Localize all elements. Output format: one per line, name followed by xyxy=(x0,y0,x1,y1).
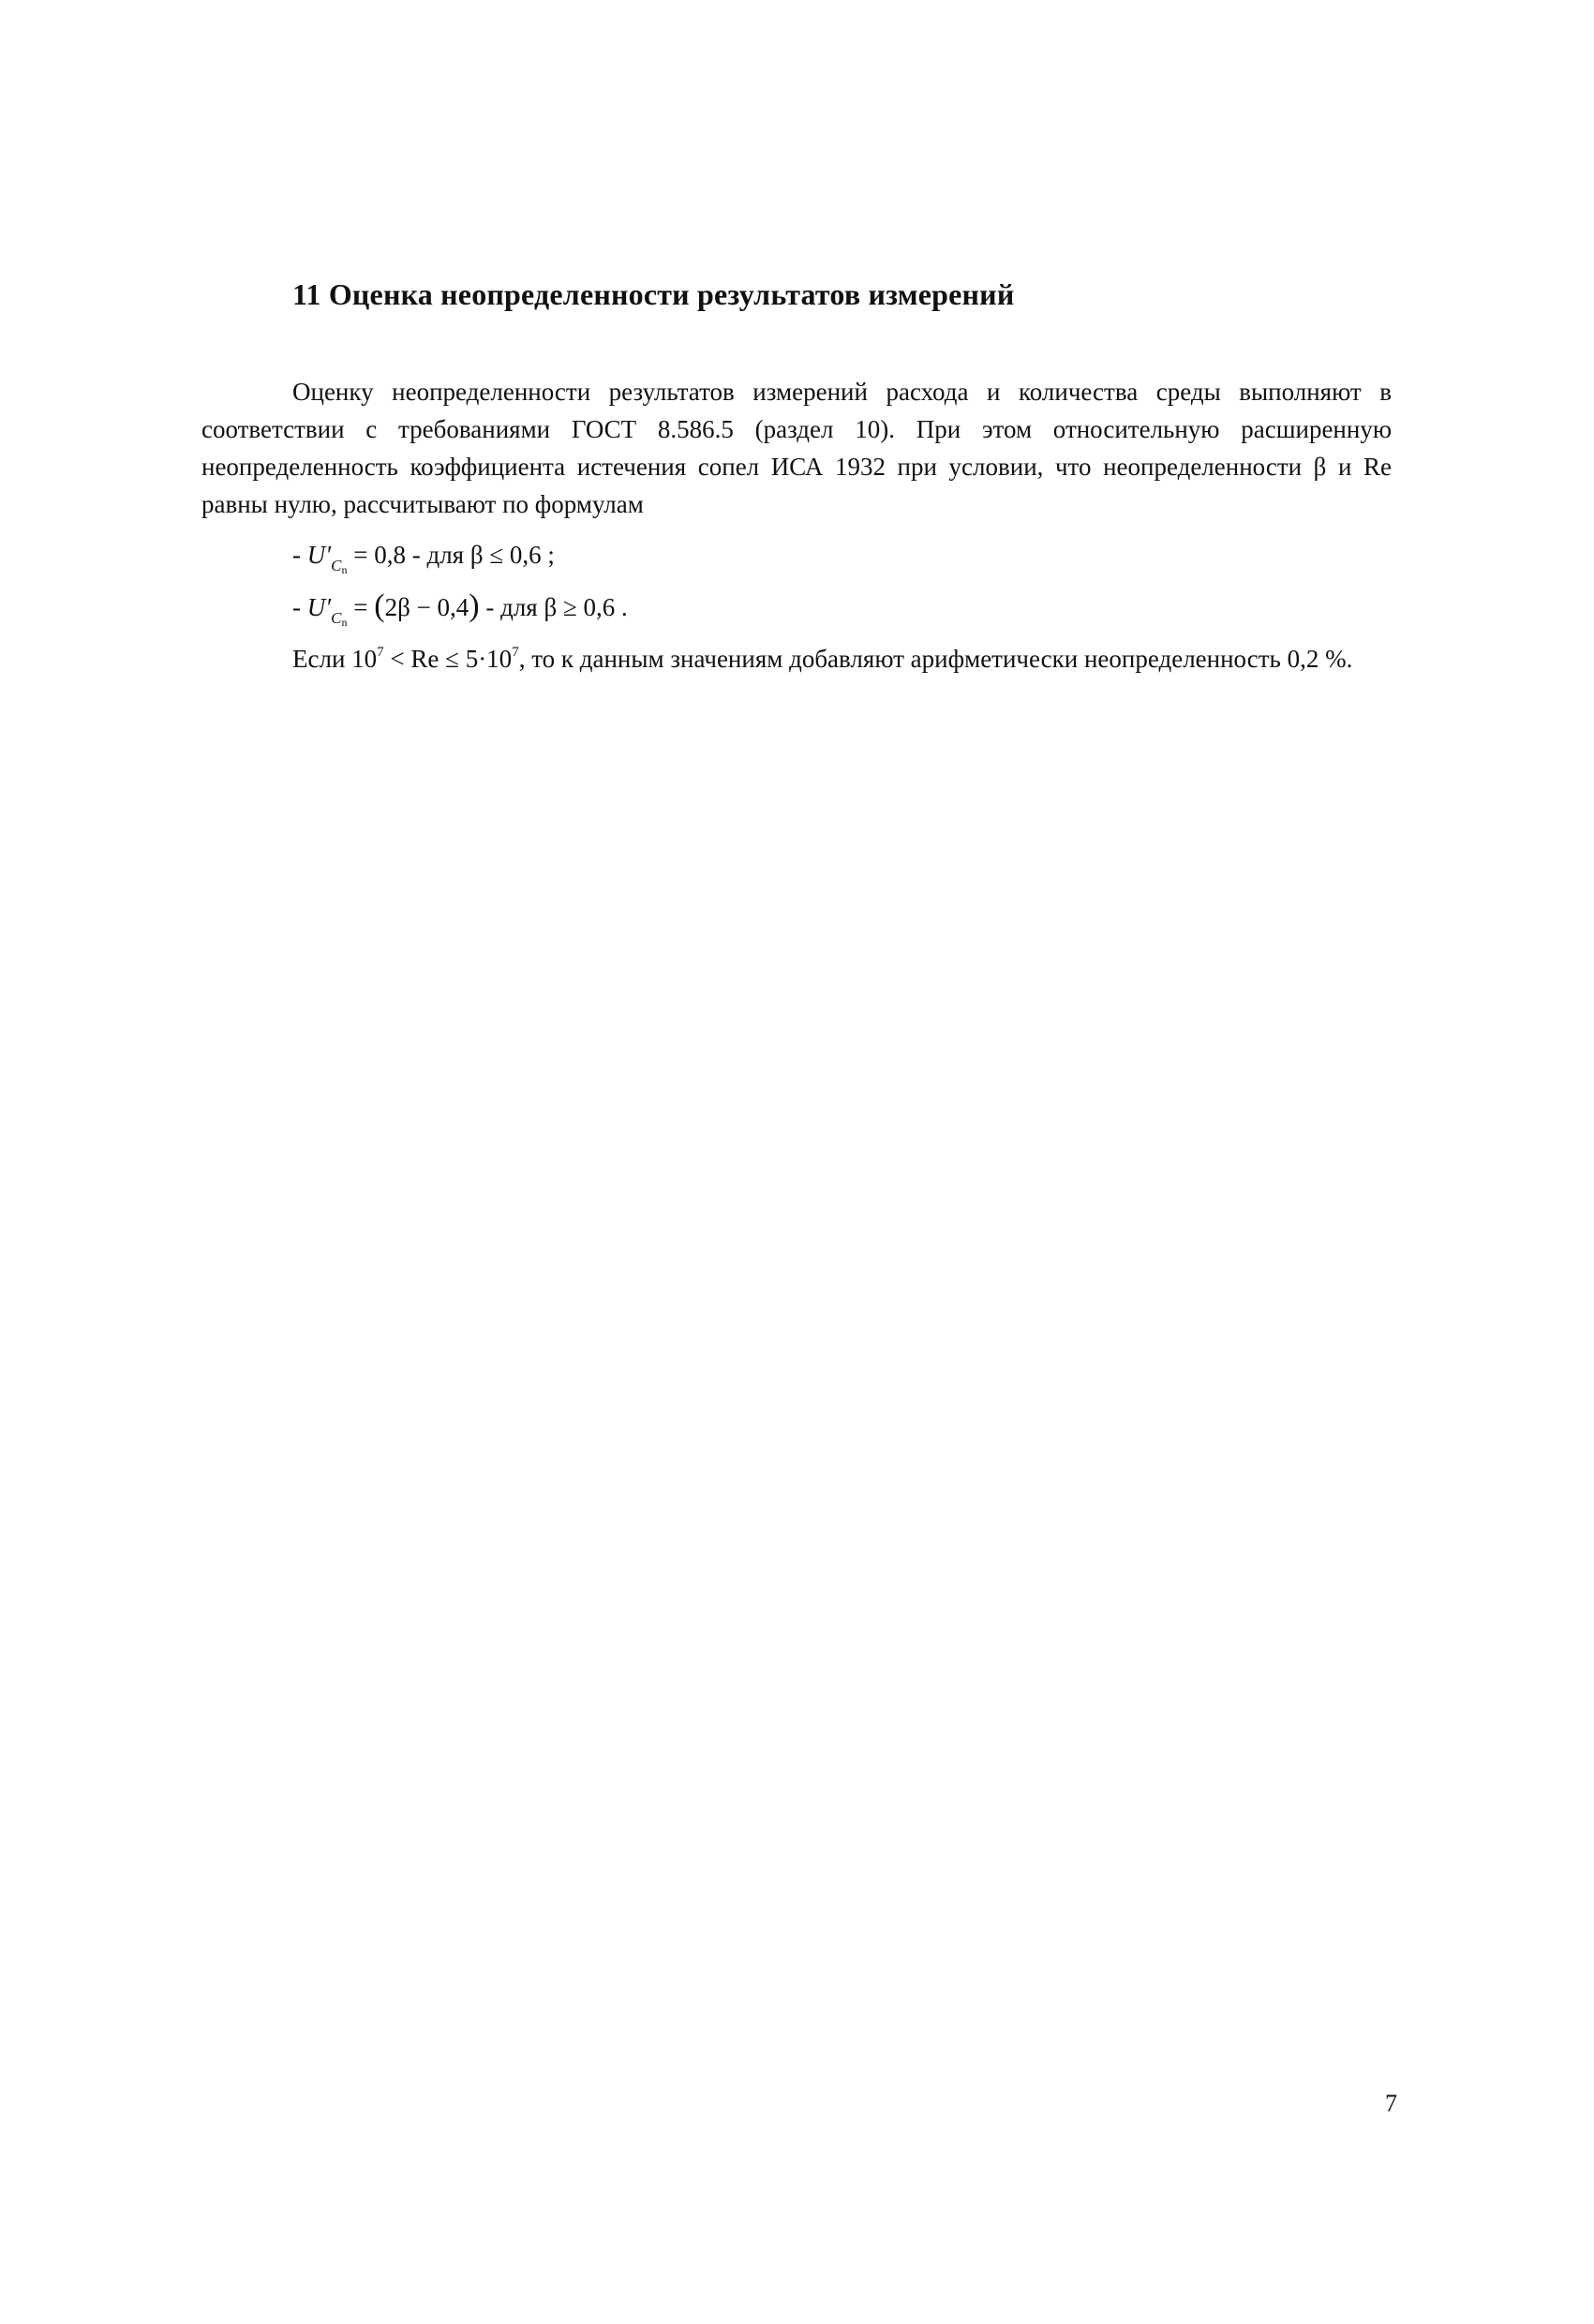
formula-1-subscript xyxy=(331,557,347,574)
formula-1-expression: = 0,8 xyxy=(353,541,406,569)
formula-1-symbol: U′ xyxy=(306,541,332,569)
formula-2-subscript-letter: C xyxy=(331,609,342,627)
paragraph-2-exponent-2: 7 xyxy=(512,645,519,660)
formula-2-symbol: U′ xyxy=(306,593,332,621)
paragraph-2-lead: Если 10 xyxy=(292,645,378,673)
paragraph-2-middle: < Re ≤ 5·10 xyxy=(383,645,513,673)
formula-1-condition: - для β ≤ 0,6 ; xyxy=(411,541,555,569)
formula-beta-le-06 xyxy=(292,541,555,577)
page-number: 7 xyxy=(1385,2090,1397,2117)
formula-2-sub-subscript: n xyxy=(341,616,348,629)
formula-beta-ge-06 xyxy=(292,588,628,630)
formula-1-subscript-letter: C xyxy=(331,557,342,574)
formula-2-condition: - для β ≥ 0,6 . xyxy=(485,593,628,621)
section-heading: 11 Оценка неопределенности результатов измерений xyxy=(292,277,1015,311)
formula-2-equals: = xyxy=(353,593,368,621)
paragraph-2-rest: , то к данным значениям добавляют арифметически неопределенность 0,2 %. xyxy=(518,645,1353,673)
formula-2-expression: 2β − 0,4 xyxy=(384,593,469,621)
formula-2-close-paren: ) xyxy=(469,588,480,623)
formula-2-dash: - xyxy=(292,593,301,621)
paragraph-2-exponent-1: 7 xyxy=(377,645,384,660)
paragraph-reynolds-condition xyxy=(201,633,1392,678)
formula-1-dash: - xyxy=(292,541,301,569)
paragraph-1-text: Оценку неопределенности результатов измерений расхода и количества среды выполняют в соответствии с требованиями ГОСТ 8.586.5 (раздел 10). При этом относительную расширенную неопределенность коэффициента истечения сопел ИСА 1932 при условии, что неопределенности β и Re равны нулю, рассчитывают по формулам xyxy=(201,378,1392,518)
formula-2-subscript xyxy=(331,609,347,627)
paragraph-uncertainty-method xyxy=(201,373,1392,523)
formula-1-sub-subscript: n xyxy=(341,563,348,576)
formula-2-open-paren: ( xyxy=(374,588,385,623)
